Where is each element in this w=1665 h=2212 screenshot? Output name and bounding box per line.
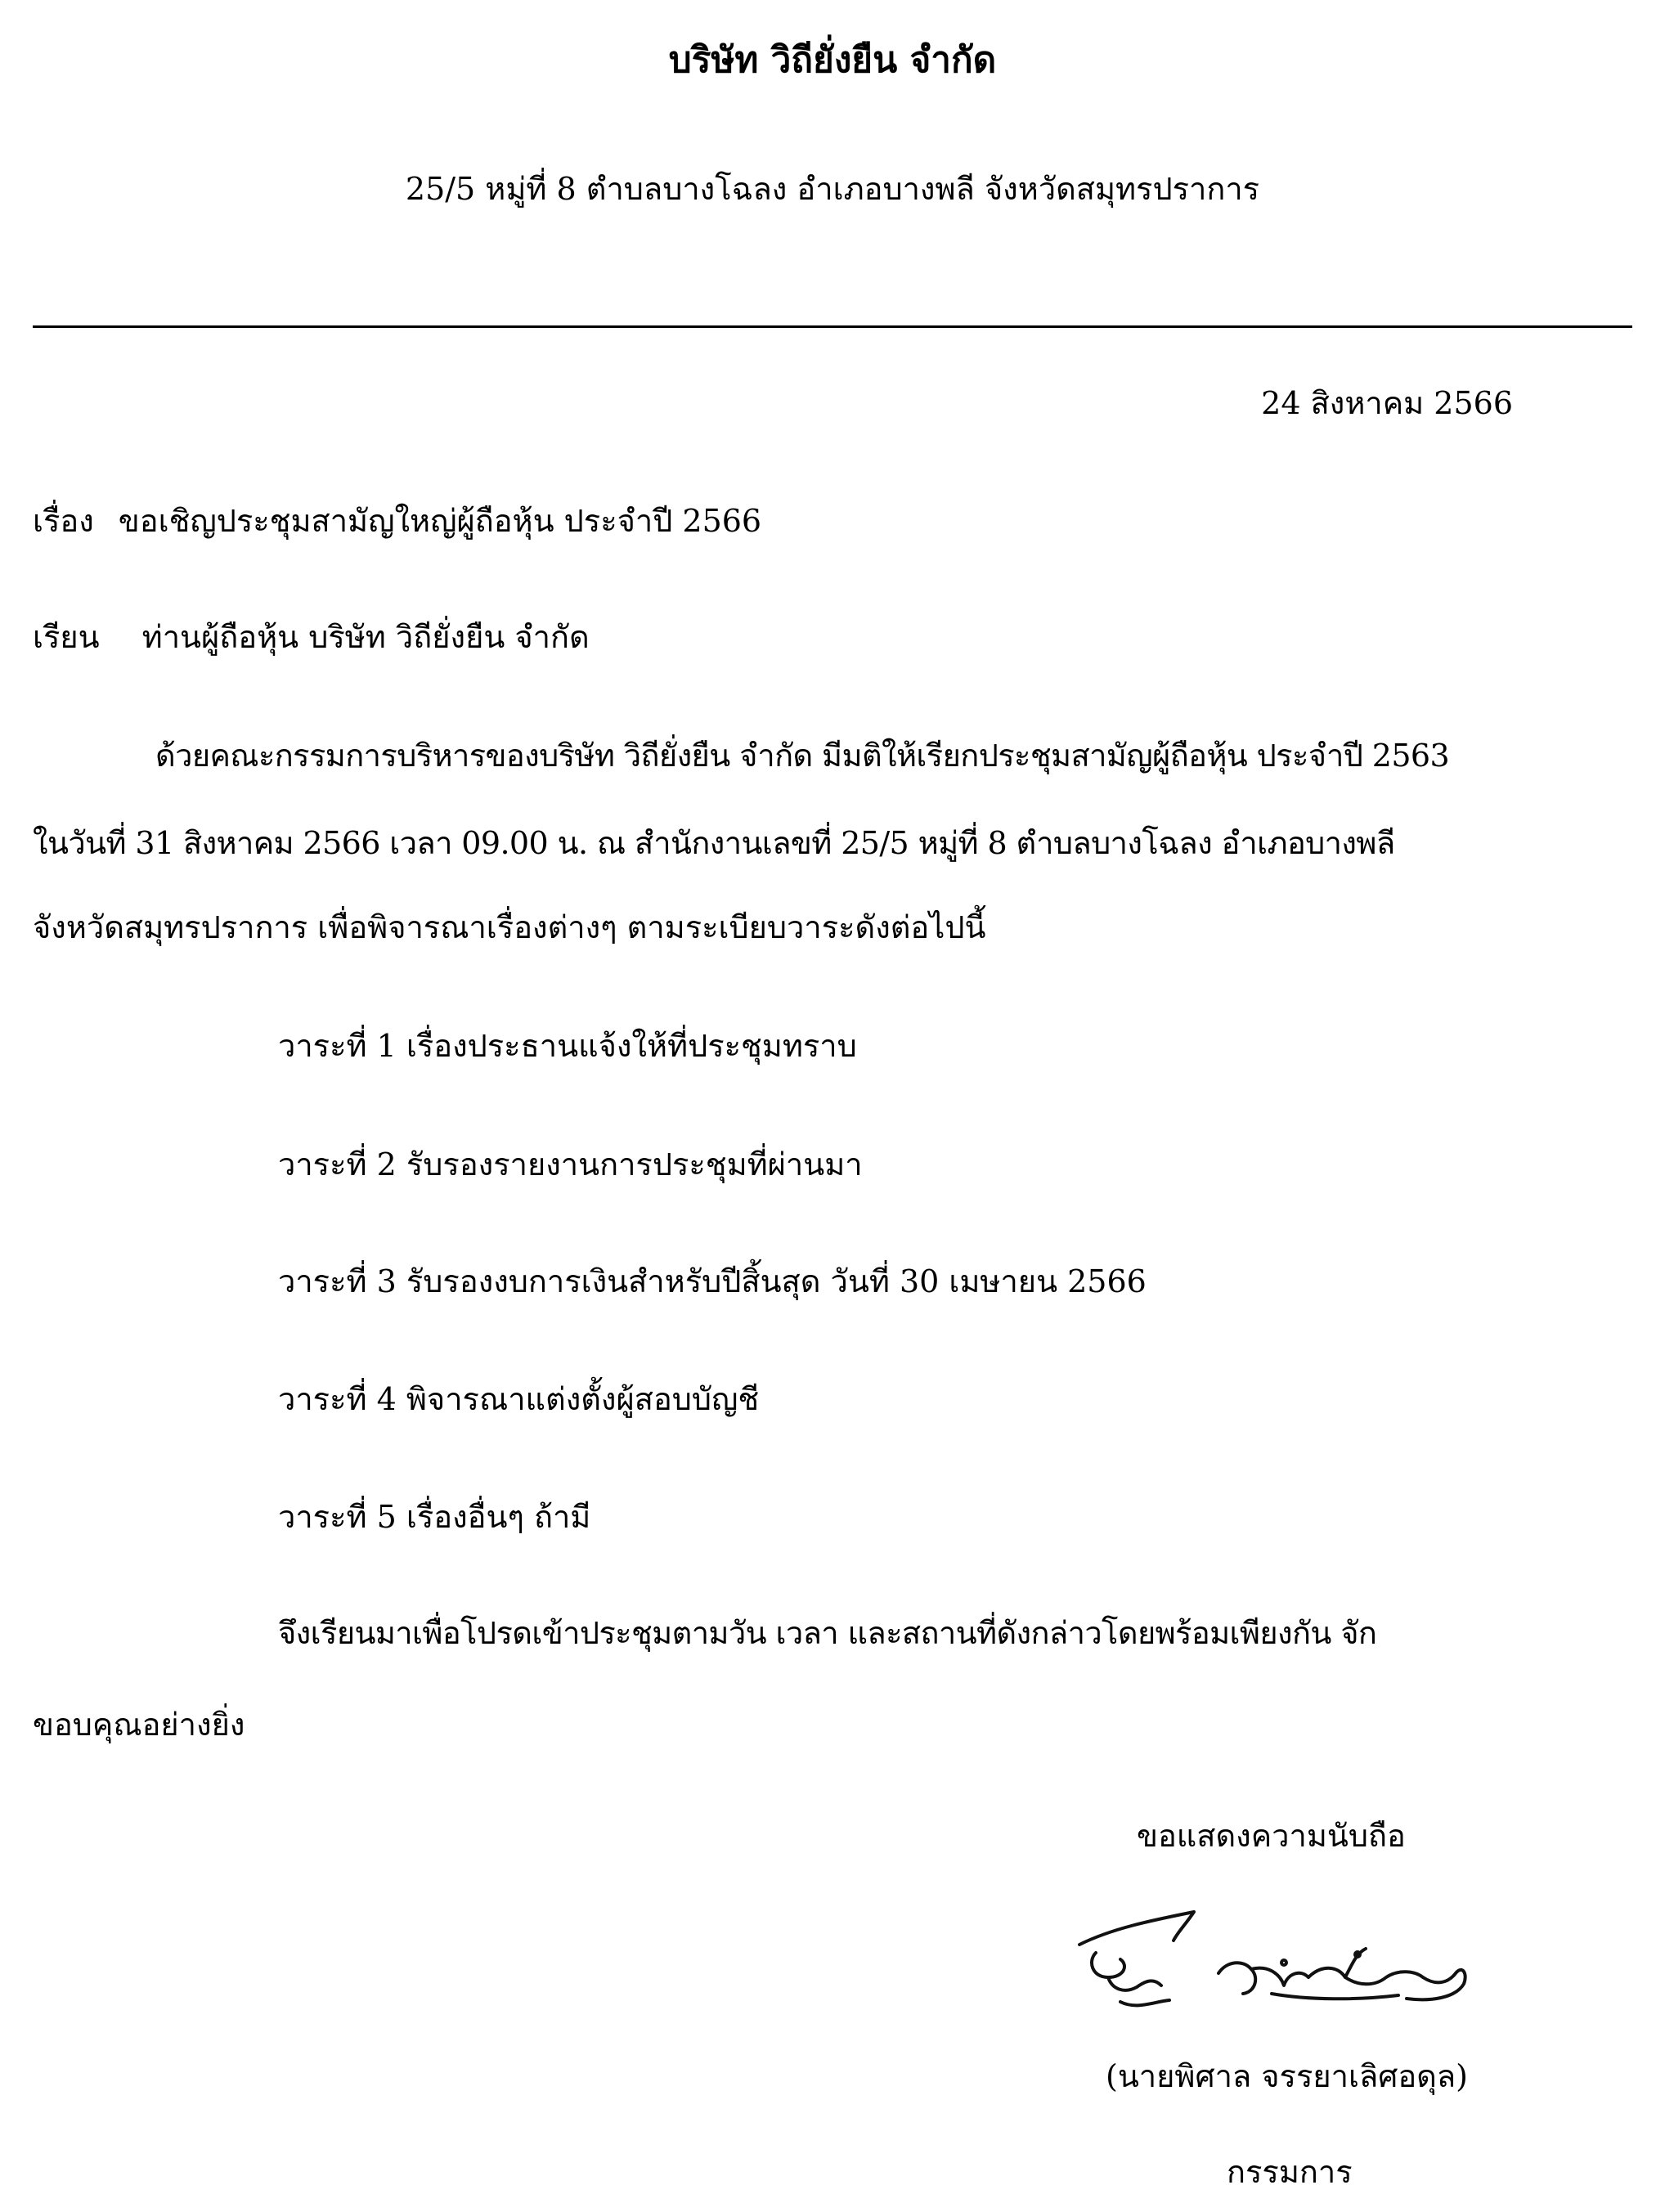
signer-title: กรรมการ	[1227, 2154, 1353, 2190]
subject-text: ขอเชิญประชุมสามัญใหญ่ผู้ถือหุ้น ประจำปี 2566	[118, 503, 762, 539]
salutation: ขอแสดงความนับถือ	[1137, 1818, 1406, 1854]
recipient-label: เรียน	[33, 619, 100, 655]
body-paragraph-line: ในวันที่ 31 สิงหาคม 2566 เวลา 09.00 น. ณ สำนักงานเลขที่ 25/5 หมู่ที่ 8 ตำบลบางโฉลง อำเภอบางพลี	[33, 825, 1395, 861]
subject-line	[33, 496, 761, 545]
letter-date: 24 สิงหาคม 2566	[1261, 385, 1513, 421]
agenda-item: วาระที่ 5 เรื่องอื่นๆ ถ้ามี	[278, 1499, 591, 1535]
signature-image	[1063, 1896, 1488, 2026]
recipient-text: ท่านผู้ถือหุ้น บริษัท วิถียั่งยืน จำกัด	[141, 619, 590, 655]
subject-label: เรื่อง	[33, 503, 94, 539]
company-address: 25/5 หมู่ที่ 8 ตำบลบางโฉลง อำเภอบางพลี จังหวัดสมุทรปราการ	[405, 171, 1260, 207]
recipient-line	[33, 612, 590, 662]
agenda-item: วาระที่ 2 รับรองรายงานการประชุมที่ผ่านมา	[278, 1146, 863, 1182]
company-name: บริษัท วิถียั่งยืน จำกัด	[668, 39, 997, 81]
closing-line: ขอบคุณอย่างยิ่ง	[33, 1707, 245, 1743]
agenda-item: วาระที่ 3 รับรองงบการเงินสำหรับปีสิ้นสุด วันที่ 30 เมษายน 2566	[278, 1263, 1147, 1299]
body-paragraph-line: ด้วยคณะกรรมการบริหารของบริษัท วิถียั่งยืน จำกัด มีมติให้เรียกประชุมสามัญผู้ถือหุ้น ประจำปี 2563	[155, 738, 1450, 774]
agenda-item: วาระที่ 1 เรื่องประธานแจ้งให้ที่ประชุมทราบ	[278, 1028, 857, 1064]
agenda-item: วาระที่ 4 พิจารณาแต่งตั้งผู้สอบบัญชี	[278, 1381, 760, 1417]
signer-name: (นายพิศาล จรรยาเลิศอดุล)	[1106, 2058, 1468, 2094]
closing-line: จึงเรียนมาเพื่อโปรดเข้าประชุมตามวัน เวลา และสถานที่ดังกล่าวโดยพร้อมเพียงกัน จัก	[278, 1615, 1377, 1651]
body-paragraph-line: จังหวัดสมุทรปราการ เพื่อพิจารณาเรื่องต่างๆ ตามระเบียบวาระดังต่อไปนี้	[33, 909, 986, 945]
header-divider	[33, 325, 1632, 328]
